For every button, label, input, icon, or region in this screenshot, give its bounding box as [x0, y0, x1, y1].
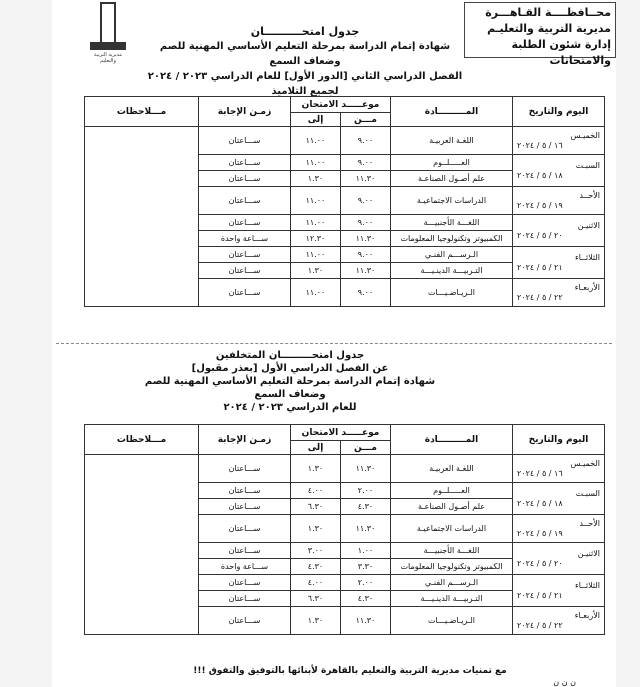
day-name: السبـت [575, 488, 600, 498]
day-cell [513, 575, 605, 607]
subject-cell: العـــــلــوم [391, 483, 513, 499]
day-name: الخميـس [570, 458, 600, 468]
duration-cell: ســـاعتان [199, 187, 291, 215]
duration-cell: ســـاعتان [199, 455, 291, 483]
day-cell [513, 127, 605, 155]
directorate-box [464, 2, 616, 67]
duration-cell: ســـاعتان [199, 247, 291, 263]
day-date: ١٨ / ٥ / ٢٠٢٤ [517, 498, 563, 508]
day-name: الأربعـاء [574, 610, 600, 620]
from-time-cell: ٩.٠٠ [341, 215, 391, 231]
subject-cell: اللغـــة الأجنبيـــة [391, 543, 513, 559]
duration-cell: ســـاعتان [199, 591, 291, 607]
day-cell [513, 215, 605, 247]
duration-cell: ســـاعتان [199, 171, 291, 187]
subject-cell: علم أصـول الصناعـة [391, 171, 513, 187]
logo-base-icon [90, 42, 126, 50]
day-cell [513, 279, 605, 307]
logo-caption: مديرية التربية والتعليم [94, 52, 122, 64]
duration-cell: ســـاعة واحدة [199, 231, 291, 247]
day-date: ١٦ / ٥ / ٢٠٢٤ [517, 468, 563, 478]
subject-cell: اللغـــة الأجنبيـــة [391, 215, 513, 231]
to-time-cell: ١.٣٠ [291, 171, 341, 187]
logo-tower-icon [100, 2, 116, 42]
duration-cell: ســـاعتان [199, 127, 291, 155]
to-time-cell: ١.٣٠ [291, 263, 341, 279]
directorate-line-3: إدارة شئون الطلبة والامتحانات [511, 38, 611, 67]
day-name: الاثنيـن [577, 548, 600, 558]
to-time-cell: ١.٣٠ [291, 607, 341, 635]
to-time-cell: ١١.٠٠ [291, 247, 341, 263]
subject-cell: الكمبيوتر وتكنولوجيا المعلومات [391, 559, 513, 575]
section2-term: عن الفصل الدراسي الأول [بعذر مقبول] [191, 363, 389, 374]
header-day: اليوم والتاريخ [513, 97, 605, 127]
exam-schedule-table-1 [84, 96, 605, 307]
duration-cell: ســـاعتان [199, 499, 291, 515]
day-date: ٢٠ / ٥ / ٢٠٢٤ [517, 230, 563, 240]
subject-cell: العـــــلــوم [391, 155, 513, 171]
from-time-cell: ٢.٠٠ [341, 575, 391, 591]
duration-cell: ســـاعتان [199, 607, 291, 635]
ministry-logo [88, 2, 128, 64]
subject-cell: الدراسات الاجتماعيـة [391, 187, 513, 215]
to-time-cell: ٤.٠٠ [291, 483, 341, 499]
from-time-cell: ٩.٠٠ [341, 127, 391, 155]
day-name: الاثنيـن [577, 220, 600, 230]
to-time-cell: ٤.٣٠ [291, 559, 341, 575]
subject-cell: علم أصـول الصناعـة [391, 499, 513, 515]
section1-title-block [140, 24, 470, 99]
header-notes: مـــلاحظات [85, 425, 199, 455]
header-exam-time: موعـــــد الامتحان [291, 97, 391, 113]
day-name: السبـت [575, 160, 600, 170]
to-time-cell: ١.٣٠ [291, 515, 341, 543]
from-time-cell: ١١.٣٠ [341, 231, 391, 247]
subject-cell: الدراسات الاجتماعيـة [391, 515, 513, 543]
to-time-cell: ١١.٠٠ [291, 155, 341, 171]
from-time-cell: ١١.٣٠ [341, 607, 391, 635]
day-cell [513, 247, 605, 279]
from-time-cell: ١١.٣٠ [341, 171, 391, 187]
day-date: ٢٠ / ٥ / ٢٠٢٤ [517, 558, 563, 568]
from-time-cell: ٩.٠٠ [341, 247, 391, 263]
section2-title: جدول امتحـــــــــان المتخلفين [215, 350, 365, 361]
header-subject: المـــــــــادة [391, 425, 513, 455]
day-name: الأحــد [579, 190, 600, 200]
day-name: الخميـس [570, 130, 600, 140]
to-time-cell: ٦.٣٠ [291, 499, 341, 515]
duration-cell: ســـاعتان [199, 279, 291, 307]
subject-cell: الـرســـم الفنـي [391, 575, 513, 591]
notes-cell [85, 127, 199, 307]
subject-cell: التـربيـــة الدينـيـــة [391, 591, 513, 607]
header-duration: زمـن الإجابة [199, 97, 291, 127]
from-time-cell: ٢.٠٠ [341, 483, 391, 499]
header-exam-time: موعـــــد الامتحان [291, 425, 391, 441]
from-time-cell: ١١.٣٠ [341, 263, 391, 279]
duration-cell: ســـاعتان [199, 515, 291, 543]
header-to: إلى [291, 113, 341, 127]
to-time-cell: ١١.٠٠ [291, 215, 341, 231]
day-name: الثلاثــاء [575, 580, 600, 590]
from-time-cell: ٤.٣٠ [341, 591, 391, 607]
to-time-cell: ١٢.٣٠ [291, 231, 341, 247]
section1-subtitle: شهادة إتمام الدراسة بمرحلة التعليم الأساسي المهنية للصم وضعاف السمع [159, 41, 451, 67]
from-time-cell: ٩.٠٠ [341, 155, 391, 171]
day-name: الأربعـاء [574, 282, 600, 292]
duration-cell: ســـاعتان [199, 483, 291, 499]
header-day: اليوم والتاريخ [513, 425, 605, 455]
day-name: الثلاثــاء [575, 252, 600, 262]
to-time-cell: ٤.٠٠ [291, 575, 341, 591]
to-time-cell: ١.٣٠ [291, 455, 341, 483]
subject-cell: الكمبيوتر وتكنولوجيا المعلومات [391, 231, 513, 247]
day-cell [513, 483, 605, 515]
header-to: إلى [291, 441, 341, 455]
from-time-cell: ٤.٣٠ [341, 499, 391, 515]
section-divider [56, 343, 612, 344]
from-time-cell: ١.٠٠ [341, 543, 391, 559]
duration-cell: ســـاعتان [199, 155, 291, 171]
day-name: الأحــد [579, 518, 600, 528]
day-cell [513, 187, 605, 215]
directorate-line-2: مديرية التربية والتعليـم [487, 22, 611, 35]
table-row [85, 455, 605, 483]
from-time-cell: ١١.٣٠ [341, 455, 391, 483]
day-cell [513, 155, 605, 187]
day-cell [513, 607, 605, 635]
duration-cell: ســـاعتان [199, 263, 291, 279]
subject-cell: الـريـاضـيـــات [391, 279, 513, 307]
duration-cell: ســـاعة واحدة [199, 559, 291, 575]
section2-subtitle: شهادة إتمام الدراسة بمرحلة التعليم الأساسي المهنية للصم وضعاف السمع [144, 376, 436, 400]
duration-cell: ســـاعتان [199, 215, 291, 231]
from-time-cell: ٩.٠٠ [341, 279, 391, 307]
day-cell [513, 455, 605, 483]
day-date: ١٩ / ٥ / ٢٠٢٤ [517, 528, 563, 538]
exam-schedule-table-2 [84, 424, 605, 635]
section2-year: للعام الدراسي ٢٠٢٣ / ٢٠٢٤ [223, 402, 357, 413]
table-row [85, 127, 605, 155]
from-time-cell: ١١.٣٠ [341, 515, 391, 543]
day-date: ٢٢ / ٥ / ٢٠٢٤ [517, 620, 563, 630]
from-time-cell: ٩.٠٠ [341, 187, 391, 215]
duration-cell: ســـاعتان [199, 543, 291, 559]
footer-wishes: مع تمنيات مديرية التربية والتعليم بالقاهرة لأبنائها بالتوفيق والتفوق !!! [193, 666, 507, 676]
section2-title-block [140, 349, 440, 414]
section1-term: الفصل الدراسي الثاني [الدور الأول] للعام الدراسي ٢٠٢٣ / ٢٠٢٤ لجميع التلاميذ [147, 71, 463, 97]
day-date: ٢٢ / ٥ / ٢٠٢٤ [517, 292, 563, 302]
header-from: مـــن [341, 441, 391, 455]
day-date: ١٩ / ٥ / ٢٠٢٤ [517, 200, 563, 210]
day-date: ٢١ / ٥ / ٢٠٢٤ [517, 590, 563, 600]
header-notes: مـــلاحظات [85, 97, 199, 127]
to-time-cell: ١١.٠٠ [291, 279, 341, 307]
day-cell [513, 543, 605, 575]
to-time-cell: ١١.٠٠ [291, 187, 341, 215]
to-time-cell: ٣.٠٠ [291, 543, 341, 559]
day-date: ١٨ / ٥ / ٢٠٢٤ [517, 170, 563, 180]
duration-cell: ســـاعتان [199, 575, 291, 591]
header-from: مـــن [341, 113, 391, 127]
subject-cell: اللغـة العربيـة [391, 127, 513, 155]
from-time-cell: ٣.٣٠ [341, 559, 391, 575]
day-cell [513, 515, 605, 543]
subject-cell: الـرســـم الفنـي [391, 247, 513, 263]
directorate-line-1: محــافظــــة القـاهـــرة [485, 6, 611, 19]
section1-title: جدول امتحــــــــــان [250, 25, 360, 38]
header-duration: زمـن الإجابة [199, 425, 291, 455]
notes-cell [85, 455, 199, 635]
to-time-cell: ١١.٠٠ [291, 127, 341, 155]
subject-cell: الـريـاضـيـــات [391, 607, 513, 635]
header-subject: المـــــــــادة [391, 97, 513, 127]
subject-cell: التـربيـــة الدينـيـــة [391, 263, 513, 279]
day-date: ٢١ / ٥ / ٢٠٢٤ [517, 262, 563, 272]
corner-text: ن ن ن [553, 678, 576, 687]
subject-cell: اللغـة العربيـة [391, 455, 513, 483]
to-time-cell: ٦.٣٠ [291, 591, 341, 607]
day-date: ١٦ / ٥ / ٢٠٢٤ [517, 140, 563, 150]
